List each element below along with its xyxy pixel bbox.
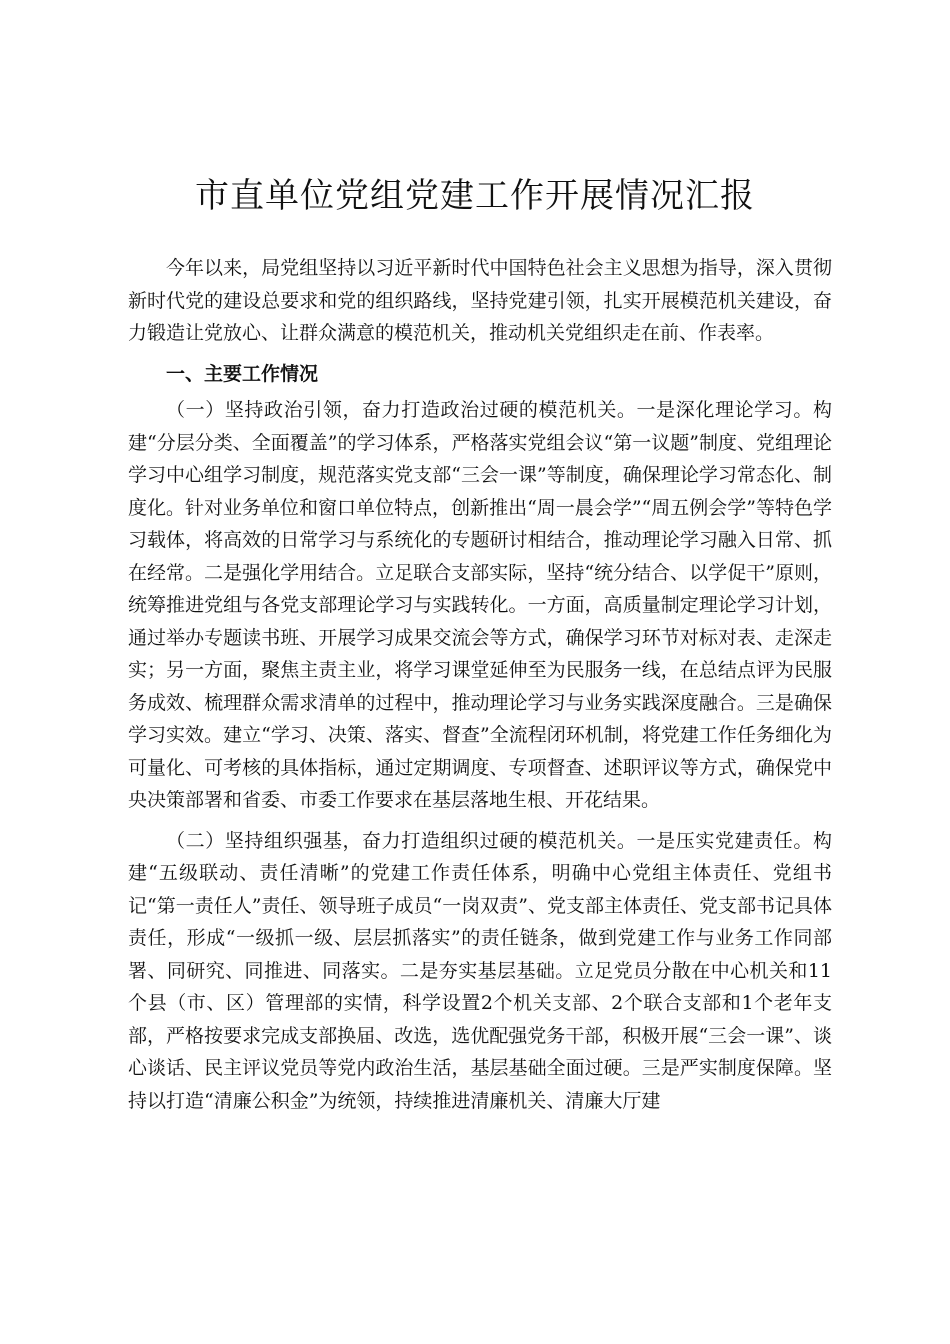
section-heading: 一、主要工作情况 bbox=[166, 362, 319, 385]
document-body bbox=[128, 252, 832, 1125]
document-title: 市直单位党组党建工作开展情况汇报 bbox=[195, 176, 755, 216]
paragraph-organization-foundation: （二）坚持组织强基，奋力打造组织过硬的模范机关。一是压实党建责任。构建“五级联动、责任清晰”的党建工作责任体系，明确中心党组主体责任、党组书记“第一责任人”责任、领导班子成员“一岗双责”、党支部主体责任、党支部书记具体责任，形成“一级抓一级、层层抓落实”的责任链条，做到党建工作与业务工作同部署、同研究、同推进、同落实。二是夯实基层基础。立足党员分散在中心机关和11个县（市、区）管理部的实情，科学设置2个机关支部、2个联合支部和1个老年支部，严格按要求完成支部换届、改选，选优配强党务干部，积极开展“三会一课”、谈心谈话、民主评议党员等党内政治生活，基层基础全面过硬。三是严实制度保障。坚持以打造“清廉公积金”为统领，持续推进清廉机关、清廉大厅建 bbox=[128, 829, 832, 1112]
intro-paragraph: 今年以来，局党组坚持以习近平新时代中国特色社会主义思想为指导，深入贯彻新时代党的建设总要求和党的组织路线，坚持党建引领，扎实开展模范机关建设，奋力锻造让党放心、让群众满意的模范机关，推动机关党组织走在前、作表率。 bbox=[128, 257, 832, 344]
paragraph-political-guidance: （一）坚持政治引领，奋力打造政治过硬的模范机关。一是深化理论学习。构建“分层分类、全面覆盖”的学习体系，严格落实党组会议“第一议题”制度、党组理论学习中心组学习制度，规范落实党支部“三会一课”等制度，确保理论学习常态化、制度化。针对业务单位和窗口单位特点，创新推出“周一晨会学”“周五例会学”等特色学习载体，将高效的日常学习与系统化的专题研讨相结合，推动理论学习融入日常、抓在经常。二是强化学用结合。立足联合支部实际，坚持“统分结合、以学促干”原则，统筹推进党组与各党支部理论学习与实践转化。一方面，高质量制定理论学习计划，通过举办专题读书班、开展学习成果交流会等方式，确保学习环节对标对表、走深走实；另一方面，聚焦主责主业，将学习课堂延伸至为民服务一线，在总结点评为民服务成效、梳理群众需求清单的过程中，推动理论学习与业务实践深度融合。三是确保学习实效。建立“学习、决策、落实、督查”全流程闭环机制，将党建工作任务细化为可量化、可考核的具体指标，通过定期调度、专项督查、述职评议等方式，确保党中央决策部署和省委、市委工作要求在基层落地生根、开花结果。 bbox=[128, 399, 832, 811]
